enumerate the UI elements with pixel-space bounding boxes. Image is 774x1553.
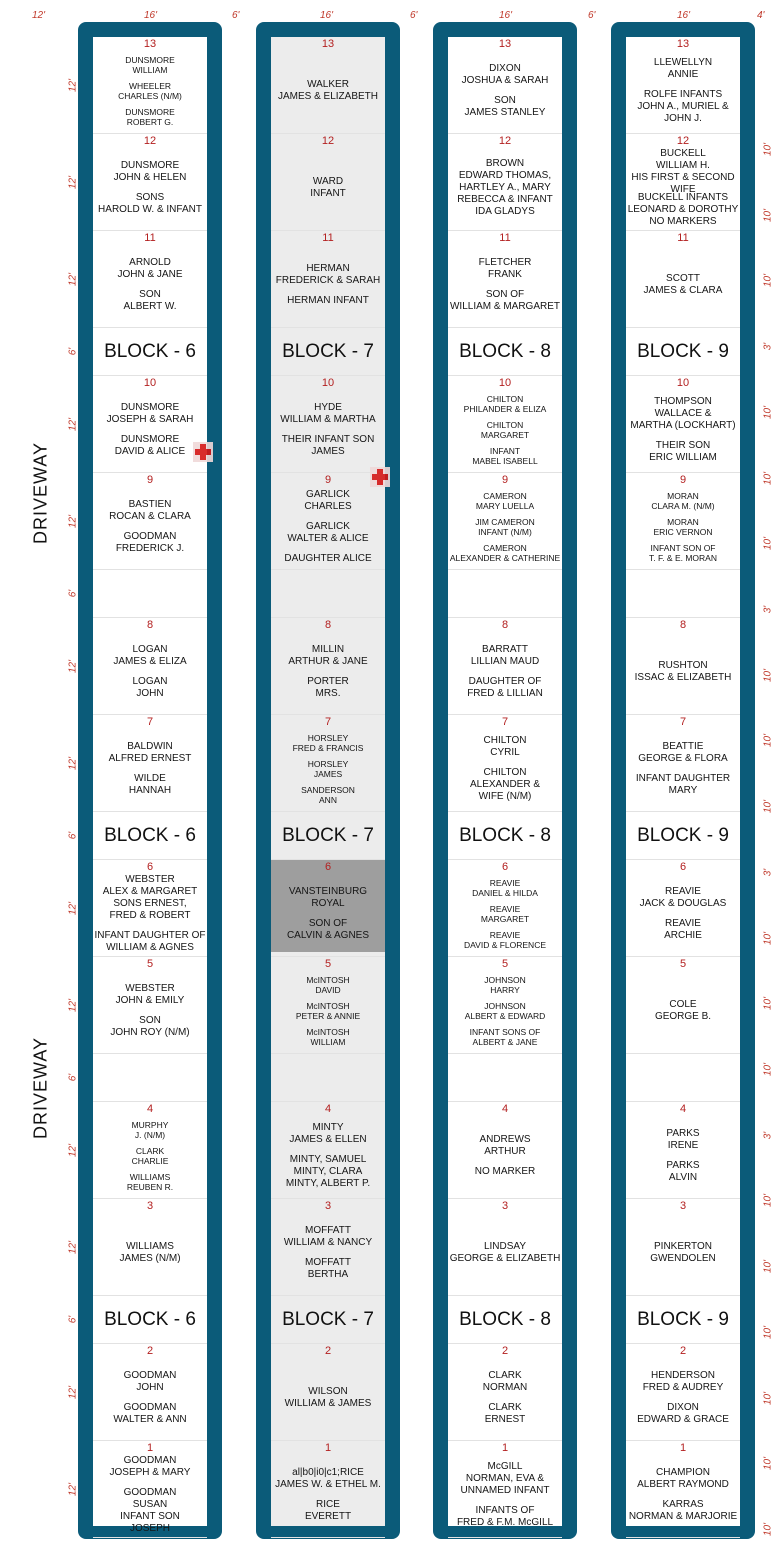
block-divider xyxy=(93,1296,207,1344)
plot-5[interactable] xyxy=(448,957,562,1054)
plot-entry: CHAMPION ALBERT RAYMOND xyxy=(637,1466,729,1490)
plot-entry: al|b0|i0|c1;RICE JAMES W. & ETHEL M. xyxy=(275,1466,381,1490)
plot-5[interactable] xyxy=(626,957,740,1054)
plot-entry: INFANT DAUGHTER MARY xyxy=(635,772,731,796)
plot-entry: GOODMAN JOSEPH & MARY xyxy=(109,1454,191,1478)
right-dimension-label: 10' xyxy=(762,1522,774,1537)
plot-entry: GOODMAN JOHN xyxy=(123,1369,177,1393)
left-dimension-label: 12' xyxy=(67,659,79,673)
right-dimension-label: 3' xyxy=(762,868,774,877)
empty-space xyxy=(271,570,385,618)
plot-entry: FLETCHER FRANK xyxy=(478,256,532,280)
plot-entry: DAUGHTER ALICE xyxy=(284,552,372,564)
block-label: BLOCK - 7 xyxy=(282,825,374,846)
block-label: BLOCK - 9 xyxy=(637,825,729,846)
plot-11[interactable] xyxy=(93,231,207,328)
right-dimension-label: 3' xyxy=(762,342,774,351)
plot-entry: DUNSMORE ROBERT G. xyxy=(125,106,175,127)
plot-entry: PORTER MRS. xyxy=(307,675,349,699)
plot-entry: RUSHTON ISSAC & ELIZABETH xyxy=(634,659,732,683)
empty-space xyxy=(93,1054,207,1102)
block-label: BLOCK - 9 xyxy=(637,341,729,362)
plot-12[interactable] xyxy=(448,134,562,231)
top-dimension-label: 16' xyxy=(677,10,691,21)
block-column-7 xyxy=(256,22,400,1539)
block-column-inner xyxy=(271,37,385,1526)
right-dimension-label: 10' xyxy=(762,800,774,814)
plot-2[interactable] xyxy=(626,1344,740,1441)
top-dimension-label: 16' xyxy=(144,10,158,21)
plot-entry: CLARK NORMAN xyxy=(482,1369,528,1393)
plot-entry: DIXON JOSHUA & SARAH xyxy=(461,62,549,86)
plot-number: 3 xyxy=(324,1200,332,1212)
block-column-8 xyxy=(433,22,577,1539)
plot-number: 6 xyxy=(324,861,332,873)
plot-number: 12 xyxy=(321,135,335,147)
right-dimension-label: 10' xyxy=(762,1391,774,1405)
plot-entry: WEBSTER ALEX & MARGARET SONS ERNEST, FRED & ROBERT xyxy=(102,873,198,921)
plot-number: 13 xyxy=(143,38,157,50)
plot-number: 3 xyxy=(679,1200,687,1212)
plot-entry: McINTOSH DAVID xyxy=(306,974,350,995)
plot-number: 8 xyxy=(146,619,154,631)
empty-space xyxy=(93,570,207,618)
plot-entry: WILSON WILLIAM & JAMES xyxy=(284,1385,372,1409)
block-column-9 xyxy=(611,22,755,1539)
plot-entry: LLEWELLYN ANNIE xyxy=(653,56,713,80)
plot-entry: INFANT SON OF T. F. & E. MORAN xyxy=(648,542,717,563)
plot-7[interactable] xyxy=(448,715,562,812)
plot-number: 11 xyxy=(499,232,511,244)
plot-9[interactable] xyxy=(271,473,385,570)
plot-number: 13 xyxy=(321,38,335,50)
plot-number: 9 xyxy=(146,474,154,486)
plot-entry: CAMERON ALEXANDER & CATHERINE xyxy=(449,542,561,563)
plot-entry: JIM CAMERON INFANT (N/M) xyxy=(475,516,535,537)
top-dimension-label: 6' xyxy=(588,10,596,21)
plot-7[interactable] xyxy=(626,715,740,812)
right-dimension-label: 3' xyxy=(762,605,774,614)
plot-number: 12 xyxy=(143,135,157,147)
block-divider xyxy=(271,1296,385,1344)
plot-number: 10 xyxy=(676,377,690,389)
plot-11[interactable] xyxy=(626,231,740,328)
plot-3[interactable] xyxy=(93,1199,207,1296)
right-dimension-label: 10' xyxy=(762,1260,774,1274)
left-dimension-label: 12' xyxy=(67,1240,79,1254)
plot-entry: GOODMAN FREDERICK J. xyxy=(115,530,185,554)
plot-8[interactable] xyxy=(448,618,562,715)
plot-10[interactable] xyxy=(271,376,385,473)
plot-entry: COLE GEORGE B. xyxy=(654,998,712,1022)
plot-entry: SON JOHN ROY (N/M) xyxy=(110,1014,190,1038)
plot-entry: GOODMAN WALTER & ANN xyxy=(113,1401,187,1425)
plot-number: 9 xyxy=(679,474,687,486)
plot-8[interactable] xyxy=(271,618,385,715)
plot-10[interactable] xyxy=(448,376,562,473)
plot-6[interactable] xyxy=(626,860,740,957)
plot-number: 12 xyxy=(676,135,690,147)
empty-space xyxy=(448,570,562,618)
plot-entry: SCOTT JAMES & CLARA xyxy=(643,272,723,296)
block-divider xyxy=(626,1296,740,1344)
plot-number: 2 xyxy=(146,1345,154,1357)
top-dimension-label: 16' xyxy=(320,10,334,21)
block-column-inner xyxy=(448,37,562,1526)
plot-entry: DUNSMORE JOSEPH & SARAH xyxy=(106,401,194,425)
left-dimension-label: 12' xyxy=(67,1385,79,1399)
left-dimension-label: 12' xyxy=(67,175,79,189)
left-dimension-label: 12' xyxy=(67,417,79,431)
left-dimension-label: 12' xyxy=(67,901,79,915)
plot-entry: INFANT SONS OF ALBERT & JANE xyxy=(469,1026,541,1047)
right-dimension-label: 10' xyxy=(762,142,774,157)
top-dimension-label: 6' xyxy=(232,10,240,21)
right-dimension-label: 10' xyxy=(762,734,774,748)
plot-entry: PARKS IRENE xyxy=(666,1127,700,1151)
block-label: BLOCK - 8 xyxy=(459,341,551,362)
plot-entry: CHILTON MARGARET xyxy=(480,419,530,440)
top-dimension-label: 12' xyxy=(32,10,46,21)
empty-space xyxy=(626,1054,740,1102)
plot-entry: CHILTON PHILANDER & ELIZA xyxy=(463,393,547,414)
plot-number: 4 xyxy=(146,1103,154,1115)
plot-entry: DUNSMORE WILLIAM xyxy=(125,54,175,75)
left-dimension-label: 6' xyxy=(67,1073,79,1082)
plot-entry: VANSTEINBURG ROYAL xyxy=(288,885,368,909)
plot-entry: BARRATT LILLIAN MAUD xyxy=(470,643,540,667)
plot-number: 10 xyxy=(321,377,335,389)
plot-number: 6 xyxy=(679,861,687,873)
plot-number: 5 xyxy=(501,958,509,970)
plot-number: 4 xyxy=(501,1103,509,1115)
plot-entry: HENDERSON FRED & AUDREY xyxy=(642,1369,724,1393)
plot-entry: INFANT DAUGHTER OF WILLIAM & AGNES xyxy=(94,929,206,953)
plot-number: 7 xyxy=(501,716,509,728)
plot-number: 4 xyxy=(679,1103,687,1115)
plot-entry: JOHNSON ALBERT & EDWARD xyxy=(464,1000,546,1021)
plot-12[interactable] xyxy=(271,134,385,231)
plot-entry: HYDE WILLIAM & MARTHA xyxy=(280,401,376,425)
plot-number: 13 xyxy=(676,38,690,50)
plot-9[interactable] xyxy=(93,473,207,570)
plot-entry: THEIR INFANT SON JAMES xyxy=(281,433,375,457)
plot-entry: McGILL NORMAN, EVA & UNNAMED INFANT xyxy=(460,1460,550,1496)
plot-entry: PINKERTON GWENDOLEN xyxy=(650,1240,716,1264)
plot-6[interactable] xyxy=(93,860,207,957)
plot-2[interactable] xyxy=(448,1344,562,1441)
plot-entry: MOFFATT WILLIAM & NANCY xyxy=(283,1224,373,1248)
plot-entry: GARLICK CHARLES xyxy=(304,488,352,512)
right-dimension-label: 10' xyxy=(762,997,774,1011)
plot-6[interactable] xyxy=(448,860,562,957)
block-divider xyxy=(626,328,740,376)
plot-entry: SON JAMES STANLEY xyxy=(464,94,546,118)
plot-number: 5 xyxy=(146,958,154,970)
plot-entry: BEATTIE GEORGE & FLORA xyxy=(638,740,728,764)
block-column-6 xyxy=(78,22,222,1539)
plot-5[interactable] xyxy=(271,957,385,1054)
plot-4[interactable] xyxy=(626,1102,740,1199)
block-label: BLOCK - 7 xyxy=(282,341,374,362)
plot-entry: REAVIE JACK & DOUGLAS xyxy=(639,885,727,909)
plot-5[interactable] xyxy=(93,957,207,1054)
plot-number: 9 xyxy=(324,474,332,486)
plot-13[interactable] xyxy=(271,37,385,134)
plot-entry: REAVIE MARGARET xyxy=(480,903,530,924)
plot-entry: LINDSAY GEORGE & ELIZABETH xyxy=(449,1240,561,1264)
empty-space xyxy=(626,570,740,618)
plot-entry: INFANT MABEL ISABELL xyxy=(472,445,538,466)
right-dimension-label: 10' xyxy=(762,931,774,945)
top-dimension-label: 16' xyxy=(499,10,513,21)
block-label: BLOCK - 7 xyxy=(282,1309,374,1330)
plot-entry: MILLIN ARTHUR & JANE xyxy=(288,643,368,667)
plot-2[interactable] xyxy=(271,1344,385,1441)
left-dimension-label: 12' xyxy=(67,514,79,528)
plot-number: 2 xyxy=(679,1345,687,1357)
left-dimension-label: 12' xyxy=(67,78,79,92)
plot-entry: WILLIAMS JAMES (N/M) xyxy=(119,1240,181,1264)
right-dimension-label: 10' xyxy=(762,1062,774,1077)
top-dimension-label: 6' xyxy=(410,10,418,21)
plot-entry: MINTY JAMES & ELLEN xyxy=(289,1121,367,1145)
cross-marker-icon xyxy=(193,442,213,462)
top-dimension-label: 4' xyxy=(757,10,765,21)
plot-6[interactable] xyxy=(271,860,385,957)
plot-entry: MOFFATT BERTHA xyxy=(305,1256,351,1280)
block-column-inner xyxy=(93,37,207,1534)
plot-entry: GOODMAN SUSAN INFANT SON JOSEPH xyxy=(120,1486,180,1534)
left-dimension-label: 6' xyxy=(67,347,79,356)
plot-entry: SONS HAROLD W. & INFANT xyxy=(98,191,202,215)
plot-10[interactable] xyxy=(93,376,207,473)
block-label: BLOCK - 6 xyxy=(104,1309,196,1330)
left-dimension-label: 12' xyxy=(67,272,79,286)
plot-entry: McINTOSH WILLIAM xyxy=(306,1026,350,1047)
plot-3[interactable] xyxy=(448,1199,562,1296)
plot-entry: HORSLEY JAMES xyxy=(307,758,349,779)
plot-entry: HERMAN INFANT xyxy=(287,294,369,306)
block-divider xyxy=(448,1296,562,1344)
plot-entry: BROWN EDWARD THOMAS, HARTLEY A., MARY REBECCA & INFANT IDA GLADYS xyxy=(457,157,553,217)
plot-number: 11 xyxy=(677,232,689,244)
plot-entry: WILLIAMS REUBEN R. xyxy=(126,1171,174,1192)
right-dimension-label: 10' xyxy=(762,668,774,682)
plot-entry: INFANTS OF FRED & F.M. McGILL xyxy=(456,1504,554,1528)
block-label: BLOCK - 8 xyxy=(459,825,551,846)
plot-entry: MORAN CLARA M. (N/M) xyxy=(651,490,715,511)
plot-entry: KARRAS NORMAN & MARJORIE xyxy=(628,1498,738,1522)
plot-number: 10 xyxy=(498,377,512,389)
plot-number: 1 xyxy=(146,1442,154,1454)
plot-number: 9 xyxy=(501,474,509,486)
plot-number: 11 xyxy=(144,232,156,244)
right-dimension-label: 10' xyxy=(762,537,774,551)
block-divider xyxy=(626,812,740,860)
plot-4[interactable] xyxy=(93,1102,207,1199)
left-dimension-label: 12' xyxy=(67,1143,79,1157)
block-label: BLOCK - 6 xyxy=(104,825,196,846)
plot-7[interactable] xyxy=(93,715,207,812)
plot-number: 12 xyxy=(498,135,512,147)
plot-1[interactable] xyxy=(93,1441,207,1538)
plot-4[interactable] xyxy=(271,1102,385,1199)
plot-number: 7 xyxy=(146,716,154,728)
plot-number: 13 xyxy=(498,38,512,50)
plot-8[interactable] xyxy=(626,618,740,715)
plot-entry: DUNSMORE JOHN & HELEN xyxy=(113,159,187,183)
plot-entry: REAVIE DAVID & FLORENCE xyxy=(463,929,547,950)
plot-1[interactable] xyxy=(271,1441,385,1538)
plot-1[interactable] xyxy=(448,1441,562,1538)
plot-7[interactable] xyxy=(271,715,385,812)
plot-13[interactable] xyxy=(626,37,740,134)
plot-entry: CLARK ERNEST xyxy=(484,1401,526,1425)
right-dimension-label: 10' xyxy=(762,208,774,222)
plot-entry: THOMPSON WALLACE & MARTHA (LOCKHART) xyxy=(630,395,736,431)
plot-entry: BUCKELL WILLIAM H. HIS FIRST & SECOND WIFE xyxy=(631,147,735,195)
plot-entry: RICE EVERETT xyxy=(304,1498,352,1522)
right-dimension-label: 10' xyxy=(762,1194,774,1208)
plot-entry: WILDE HANNAH xyxy=(128,772,172,796)
plot-number: 3 xyxy=(146,1200,154,1212)
plot-number: 3 xyxy=(501,1200,509,1212)
block-column-inner xyxy=(626,37,740,1526)
plot-entry: WARD INFANT xyxy=(310,175,346,199)
plot-entry: CAMERON MARY LUELLA xyxy=(475,490,535,511)
plot-entry: THEIR SON ERIC WILLIAM xyxy=(649,439,717,463)
block-divider xyxy=(271,812,385,860)
plot-entry: BASTIEN ROCAN & CLARA xyxy=(109,498,191,522)
empty-space xyxy=(448,1054,562,1102)
plot-entry: LOGAN JOHN xyxy=(132,675,168,699)
plot-entry: ANDREWS ARTHUR xyxy=(479,1133,531,1157)
left-dimension-label: 12' xyxy=(67,756,79,770)
plot-number: 1 xyxy=(501,1442,509,1454)
plot-entry: ARNOLD JOHN & JANE xyxy=(117,256,183,280)
plot-entry: HORSLEY FRED & FRANCIS xyxy=(292,732,364,753)
plot-entry: NO MARKER xyxy=(474,1165,536,1177)
plot-entry: McINTOSH PETER & ANNIE xyxy=(295,1000,361,1021)
empty-space xyxy=(271,1054,385,1102)
plot-number: 7 xyxy=(679,716,687,728)
right-dimension-label: 3' xyxy=(762,1131,774,1139)
right-dimension-label: 10' xyxy=(762,274,774,288)
plot-entry: REAVIE ARCHIE xyxy=(664,917,702,941)
block-divider xyxy=(271,328,385,376)
block-divider xyxy=(93,328,207,376)
plot-number: 8 xyxy=(679,619,687,631)
block-divider xyxy=(93,812,207,860)
plot-3[interactable] xyxy=(626,1199,740,1296)
plot-8[interactable] xyxy=(93,618,207,715)
plot-11[interactable] xyxy=(271,231,385,328)
plot-entry: CHILTON ALEXANDER & WIFE (N/M) xyxy=(469,766,541,802)
plot-number: 6 xyxy=(501,861,509,873)
left-dimension-label: 6' xyxy=(67,1315,79,1324)
plot-13[interactable] xyxy=(448,37,562,134)
plot-entry: GARLICK WALTER & ALICE xyxy=(287,520,369,544)
plot-entry: SON ALBERT W. xyxy=(123,288,177,312)
plot-number: 8 xyxy=(324,619,332,631)
plot-entry: DIXON EDWARD & GRACE xyxy=(637,1401,729,1425)
block-label: BLOCK - 6 xyxy=(104,341,196,362)
plot-10[interactable] xyxy=(626,376,740,473)
plot-13[interactable] xyxy=(93,37,207,134)
plot-number: 2 xyxy=(501,1345,509,1357)
plot-entry: DAUGHTER OF FRED & LILLIAN xyxy=(467,675,543,699)
plot-4[interactable] xyxy=(448,1102,562,1199)
block-label: BLOCK - 9 xyxy=(637,1309,729,1330)
plot-entry: MURPHY J. (N/M) xyxy=(131,1119,169,1140)
plot-number: 1 xyxy=(324,1442,332,1454)
plot-1[interactable] xyxy=(626,1441,740,1538)
plot-entry: BUCKELL INFANTS LEONARD & DOROTHY NO MARKERS xyxy=(627,191,739,227)
plot-entry: MINTY, SAMUEL MINTY, CLARA MINTY, ALBERT P. xyxy=(285,1153,371,1189)
plot-entry: WEBSTER JOHN & EMILY xyxy=(115,982,185,1006)
left-dimension-label: 6' xyxy=(67,589,79,598)
plot-number: 7 xyxy=(324,716,332,728)
plot-number: 8 xyxy=(501,619,509,631)
right-dimension-label: 10' xyxy=(762,471,774,485)
plot-number: 2 xyxy=(324,1345,332,1357)
plot-12[interactable] xyxy=(93,134,207,231)
plot-number: 11 xyxy=(322,232,334,244)
plot-9[interactable] xyxy=(626,473,740,570)
plot-entry: LOGAN JAMES & ELIZA xyxy=(113,643,187,667)
plot-entry: SON OF WILLIAM & MARGARET xyxy=(449,288,560,312)
plot-entry: CHILTON CYRIL xyxy=(483,734,527,758)
right-dimension-label: 10' xyxy=(762,1325,774,1339)
plot-entry: JOHNSON HARRY xyxy=(484,974,526,995)
left-dimension-label: 6' xyxy=(67,831,79,840)
plot-number: 4 xyxy=(324,1103,332,1115)
block-divider xyxy=(448,812,562,860)
block-divider xyxy=(448,328,562,376)
plot-entry: DUNSMORE DAVID & ALICE xyxy=(114,433,186,457)
plot-entry: SON OF CALVIN & AGNES xyxy=(286,917,370,941)
plot-number: 5 xyxy=(324,958,332,970)
plot-entry: REAVIE DANIEL & HILDA xyxy=(472,877,538,898)
plot-2[interactable] xyxy=(93,1344,207,1441)
plot-3[interactable] xyxy=(271,1199,385,1296)
block-label: BLOCK - 8 xyxy=(459,1309,551,1330)
plot-number: 5 xyxy=(679,958,687,970)
plot-number: 1 xyxy=(679,1442,687,1454)
plot-entry: ROLFE INFANTS JOHN A., MURIEL & JOHN J. xyxy=(637,88,729,124)
right-dimension-label: 10' xyxy=(762,405,774,419)
left-dimension-label: 12' xyxy=(67,998,79,1012)
plot-entry: WALKER JAMES & ELIZABETH xyxy=(277,78,379,102)
plot-9[interactable] xyxy=(448,473,562,570)
plot-entry: PARKS ALVIN xyxy=(666,1159,700,1183)
plot-entry: WHEELER CHARLES (N/M) xyxy=(118,80,182,101)
plot-entry: CLARK CHARLIE xyxy=(131,1145,169,1166)
cross-marker-icon xyxy=(370,467,390,487)
plot-entry: SANDERSON ANN xyxy=(301,784,355,805)
plot-entry: BALDWIN ALFRED ERNEST xyxy=(108,740,192,764)
plot-entry: HERMAN FREDERICK & SARAH xyxy=(275,262,381,286)
left-dimension-label: 12' xyxy=(67,1482,79,1496)
plot-11[interactable] xyxy=(448,231,562,328)
right-dimension-label: 10' xyxy=(762,1457,774,1471)
plot-entry: MORAN ERIC VERNON xyxy=(653,516,713,537)
plot-12[interactable] xyxy=(626,134,740,231)
plot-number: 10 xyxy=(143,377,157,389)
plot-number: 6 xyxy=(146,861,154,873)
